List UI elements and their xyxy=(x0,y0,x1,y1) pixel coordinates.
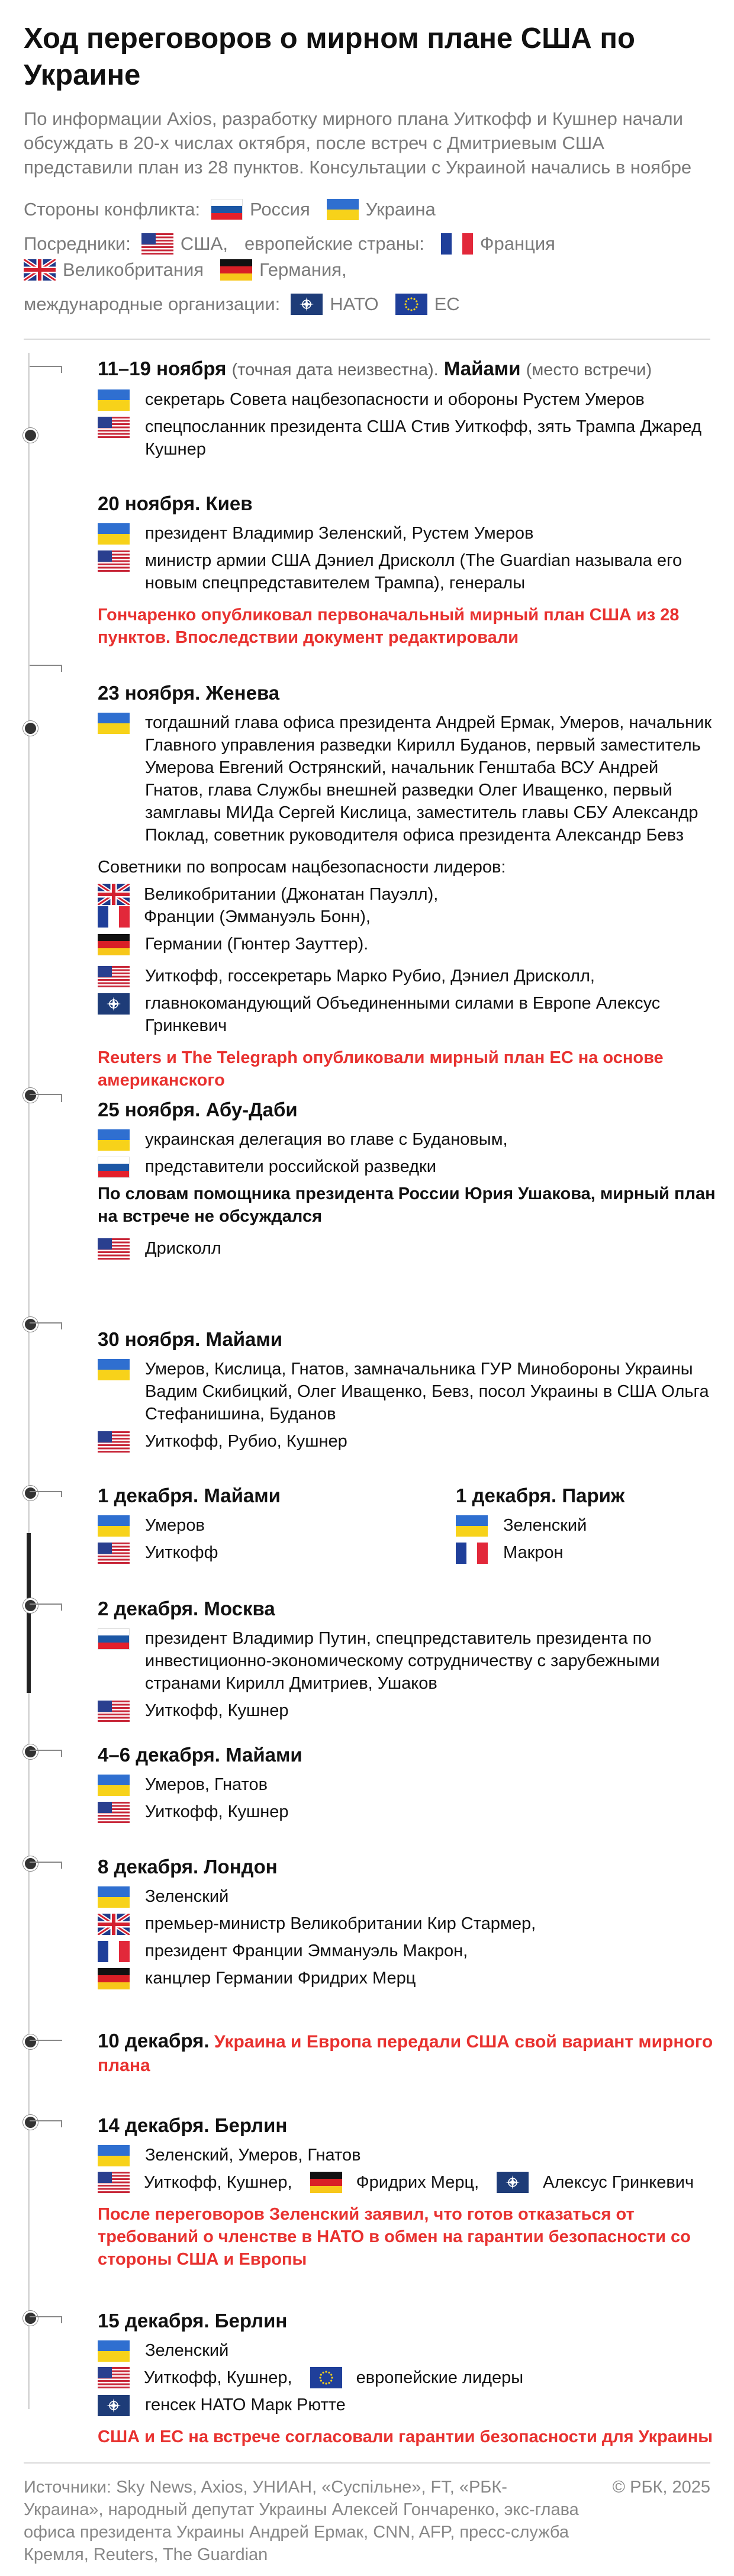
timeline-dot xyxy=(23,2311,38,2326)
legend-sides-label: Стороны конфликта: xyxy=(24,199,201,220)
participant-row: Уиткофф, Кушнер, Фридрих Мерц, Алексус Гринкевич xyxy=(98,2171,719,2194)
timeline-dot xyxy=(23,1598,38,1613)
participant-row: президент Владимир Зеленский, Рустем Умеров xyxy=(98,522,719,545)
event-heading: 30 ноября. Майами xyxy=(98,1328,283,1350)
nato-flag-icon xyxy=(98,2395,130,2416)
usa-flag-icon xyxy=(98,2172,130,2193)
event-dec-14-berlin xyxy=(98,2112,719,2271)
event-note: Reuters и The Telegraph опубликовали мирный план ЕС на основе американского xyxy=(98,1048,664,1090)
ukraine-flag-icon xyxy=(98,2340,130,2362)
participant-row: Германии (Гюнтер Зауттер). xyxy=(98,933,719,955)
legend-divider xyxy=(24,339,710,340)
legend-intl-label: международные организации: xyxy=(24,294,281,314)
event-heading: 1 декабря. Париж xyxy=(456,1485,625,1506)
usa-flag-icon xyxy=(98,417,130,438)
uk-flag-icon xyxy=(98,1914,130,1935)
ukraine-flag-icon xyxy=(98,1515,130,1537)
legend-sides xyxy=(24,197,722,223)
copyright: © РБК, 2025 xyxy=(612,2478,710,2497)
germany-flag-icon xyxy=(220,259,252,281)
event-nov-25-abu-dhabi xyxy=(98,1096,719,1264)
legend-nato: НАТО xyxy=(291,291,378,317)
event-heading: 8 декабря. Лондон xyxy=(98,1856,278,1878)
participant-row: генсек НАТО Марк Рютте xyxy=(98,2394,719,2416)
event-heading: 15 декабря. Берлин xyxy=(98,2310,288,2332)
ukraine-flag-icon xyxy=(456,1515,488,1537)
participant-row: президент Владимир Путин, спецпредставитель президента по инвестиционно-экономическому сотрудничеству с зарубежными странами Кирилл Дмитриев, Ушаков xyxy=(98,1627,719,1695)
event-heading: 4–6 декабря. Майами xyxy=(98,1744,302,1766)
timeline-connector xyxy=(61,1603,62,1611)
participant-row: Макрон xyxy=(456,1541,716,1564)
timeline-connector xyxy=(30,1322,62,1324)
event-nov-23-geneva xyxy=(98,680,719,1091)
usa-flag-icon xyxy=(98,1802,130,1823)
event-dec-8-london xyxy=(98,1853,719,1994)
event-nov-11-19-miami xyxy=(98,355,719,465)
ukraine-flag-icon xyxy=(327,199,359,220)
legend-mediators xyxy=(24,231,722,283)
ukraine-flag-icon xyxy=(98,713,130,734)
legend-russia: Россия xyxy=(211,197,310,223)
timeline-dot xyxy=(23,2115,38,2130)
france-flag-icon xyxy=(441,233,473,255)
event-nov-20-kyiv xyxy=(98,490,719,649)
france-flag-icon xyxy=(98,906,130,928)
event-heading: 25 ноября. Абу-Даби xyxy=(98,1099,298,1120)
france-flag-icon xyxy=(98,1941,130,1962)
usa-flag-icon xyxy=(141,233,173,255)
timeline-connector xyxy=(30,1491,62,1492)
participant-row: тогдашний глава офиса президента Андрей Ермак, Умеров, начальник Главного управления разведки Кирилл Буданов, первый заместитель Умерова Евгений Острянский, начальник Генштаба ВСУ Андрей Гнатов, глава Службы внешней разведки Олег Иващенко, первый замглавы МИДа Сергей Кислица, заместитель главы СБУ Александр Поклад, советник руководителя офиса президента Александр Бевз xyxy=(98,711,719,846)
event-dec-4-6-miami xyxy=(98,1741,719,1828)
participant-row: президент Франции Эммануэль Макрон, xyxy=(98,1940,719,1962)
participant-row: главнокомандующий Объединенными силами в Европе Алексус Гринкевич xyxy=(98,992,719,1037)
event-dec-10 xyxy=(98,2029,719,2078)
russia-flag-icon xyxy=(98,1628,130,1650)
footer xyxy=(24,2476,710,2566)
timeline-dot xyxy=(23,721,38,736)
timeline-connector xyxy=(61,2316,62,2323)
participant-row: спецпосланник президента США Стив Уиткофф, зять Трампа Джаред Кушнер xyxy=(98,416,719,461)
timeline-dot xyxy=(23,1088,38,1103)
timeline-connector xyxy=(61,1862,62,1869)
timeline-connector xyxy=(30,1862,62,1863)
legend-intl xyxy=(24,291,722,317)
participant-row: секретарь Совета нацбезопасности и обороны Рустем Умеров xyxy=(98,388,719,411)
nato-flag-icon xyxy=(497,2172,529,2193)
timeline-dot xyxy=(23,1744,38,1759)
legend-usa: США, xyxy=(141,231,228,257)
legend-germany: Германия, xyxy=(220,257,347,283)
ukraine-flag-icon xyxy=(98,1775,130,1796)
participant-row: канцлер Германии Фридрих Мерц xyxy=(98,1967,719,1989)
participant-row: Дрисколл xyxy=(98,1237,719,1260)
timeline-dot xyxy=(23,1486,38,1500)
eu-flag-icon xyxy=(310,2367,342,2388)
usa-flag-icon xyxy=(98,550,130,572)
page-title: Ход переговоров о мирном плане США по Украине xyxy=(24,22,635,91)
event-heading: 2 декабря. Москва xyxy=(98,1598,275,1619)
event-heading: 11–19 ноября (точная дата неизвестна). Майами (место встречи) xyxy=(98,358,652,379)
footer-divider xyxy=(24,2462,710,2464)
event-heading: 1 декабря. Майами xyxy=(98,1485,281,1506)
participant-row: Уиткофф, Кушнер, европейские лидеры xyxy=(98,2366,719,2389)
event-dec-1-paris xyxy=(456,1482,716,1569)
timeline-connector xyxy=(61,2120,62,2127)
usa-flag-icon xyxy=(98,2367,130,2388)
timeline-connector xyxy=(30,2120,62,2121)
uk-flag-icon xyxy=(24,259,56,281)
legend-uk: Великобритания xyxy=(24,257,204,283)
legend-ukraine: Украина xyxy=(327,197,436,223)
timeline-connector xyxy=(30,2040,62,2041)
participant-row: Умеров xyxy=(98,1514,429,1537)
participant-row: Уиткофф xyxy=(98,1541,429,1564)
timeline-dot xyxy=(23,2034,38,2049)
event-heading: 14 декабря. Берлин xyxy=(98,2114,288,2136)
legend xyxy=(24,197,722,326)
timeline-connector xyxy=(30,1603,62,1605)
ukraine-flag-icon xyxy=(98,1886,130,1908)
event-note: Гончаренко опубликовал первоначальный мирный план США из 28 пунктов. Впоследствии документ редактировали xyxy=(98,606,680,647)
timeline-line xyxy=(28,353,30,2409)
usa-flag-icon xyxy=(98,1543,130,1564)
event-nov-30-miami xyxy=(98,1326,719,1457)
timeline-dot xyxy=(23,1317,38,1332)
legend-france: Франция xyxy=(441,231,555,257)
participant-row: Зеленский xyxy=(98,2339,719,2362)
intro-text: По информации Axios, разработку мирного плана Уиткофф и Кушнер начали обсуждать в 20-х числах октября, после встреч с Дмитриевым США представили план из 28 пунктов. Консультации с Украиной начались в ноябре xyxy=(24,108,692,178)
timeline-connector xyxy=(30,2316,62,2317)
timeline-connector xyxy=(61,366,62,373)
participant-row: украинская делегация во главе с Будановым, xyxy=(98,1128,719,1151)
timeline-connector xyxy=(30,366,62,367)
usa-flag-icon xyxy=(98,1431,130,1453)
timeline-parallel-segment xyxy=(27,1533,31,1693)
uk-flag-icon xyxy=(98,884,130,905)
germany-flag-icon xyxy=(98,934,130,955)
timeline-connector xyxy=(61,1491,62,1497)
timeline-dot xyxy=(23,1856,38,1871)
advisers-label: Советники по вопросам нацбезопасности лидеров: xyxy=(98,858,506,877)
russia-flag-icon xyxy=(98,1157,130,1178)
participant-row: Умеров, Гнатов xyxy=(98,1773,719,1796)
nato-flag-icon xyxy=(98,993,130,1015)
participant-row: Уиткофф, Рубио, Кушнер xyxy=(98,1430,719,1453)
timeline-dot xyxy=(23,428,38,443)
event-dec-15-berlin xyxy=(98,2307,719,2448)
event-note: США и ЕС на встрече согласовали гарантии безопасности для Украины xyxy=(98,2427,713,2446)
participant-row: премьер-министр Великобритании Кир Стармер, xyxy=(98,1912,719,1935)
timeline-connector xyxy=(30,1094,62,1095)
ukraine-flag-icon xyxy=(98,389,130,411)
header xyxy=(24,20,704,179)
nato-flag-icon xyxy=(291,294,323,315)
participant-row: Уиткофф, госсекретарь Марко Рубио, Дэниел Дрисколл, xyxy=(98,965,719,987)
timeline-connector xyxy=(61,1322,62,1329)
participant-row: Умеров, Кислица, Гнатов, замначальника ГУР Минобороны Украины Вадим Скибицкий, Олег Иващенко, Бевз, посол Украины в США Ольга Стефанишина, Буданов xyxy=(98,1358,719,1425)
timeline-connector xyxy=(61,1094,62,1102)
ukraine-flag-icon xyxy=(98,1129,130,1151)
ukraine-flag-icon xyxy=(98,2145,130,2166)
usa-flag-icon xyxy=(98,1701,130,1722)
participant-row: Уиткофф, Кушнер xyxy=(98,1801,719,1823)
russia-flag-icon xyxy=(211,199,243,220)
germany-flag-icon xyxy=(98,1968,130,1989)
event-heading: 10 декабря. Украина и Европа передали США свой вариант мирного плана xyxy=(98,2030,713,2075)
eu-flag-icon xyxy=(395,294,427,315)
participant-row: Зеленский xyxy=(456,1514,716,1537)
france-flag-icon xyxy=(456,1543,488,1564)
usa-flag-icon xyxy=(98,1238,130,1260)
ukraine-flag-icon xyxy=(98,523,130,545)
timeline-connector xyxy=(61,665,62,672)
legend-eu: ЕС xyxy=(395,291,460,317)
participant-row: Уиткофф, Кушнер xyxy=(98,1699,719,1722)
timeline-connector xyxy=(30,665,62,666)
event-dec-2-moscow xyxy=(98,1595,719,1727)
participant-row: Великобритании (Джонатан Пауэлл), Франции (Эммануэль Бонн), xyxy=(98,883,719,928)
participant-row: министр армии США Дэниел Дрисколл (The Guardian называла его новым спецпредставителем Трампа), генералы xyxy=(98,549,719,594)
participant-row: Зеленский xyxy=(98,1885,719,1908)
participant-row: представители российской разведки xyxy=(98,1155,719,1178)
legend-mediators-label: Посредники: xyxy=(24,233,131,254)
timeline-connector xyxy=(30,1750,62,1751)
legend-eu-countries: европейские страны: xyxy=(244,233,424,254)
event-heading: 23 ноября. Женева xyxy=(98,682,280,704)
timeline-connector xyxy=(61,1750,62,1757)
event-heading: 20 ноября. Киев xyxy=(98,492,253,514)
event-note: После переговоров Зеленский заявил, что готов отказаться от требований о членстве в НАТО в обмен на гарантии безопасности со стороны США и Европы xyxy=(98,2205,691,2269)
usa-flag-icon xyxy=(98,966,130,987)
participant-row: Зеленский, Умеров, Гнатов xyxy=(98,2144,719,2166)
germany-flag-icon xyxy=(310,2172,342,2193)
sources: Источники: Sky News, Axios, УНИАН, «Суспільне», FT, «РБК-Украина», народный депутат Украины Алексей Гончаренко, экс-глава офиса президента Украины Андрей Ермак, CNN, AFP, пресс-служба Кремля, Reuters, The Guardian xyxy=(24,2478,579,2564)
ukraine-flag-icon xyxy=(98,1359,130,1380)
event-note: По словам помощника президента России Юрия Ушакова, мирный план на встрече не обсуждался xyxy=(98,1184,716,1226)
event-dec-1-miami xyxy=(98,1482,429,1569)
